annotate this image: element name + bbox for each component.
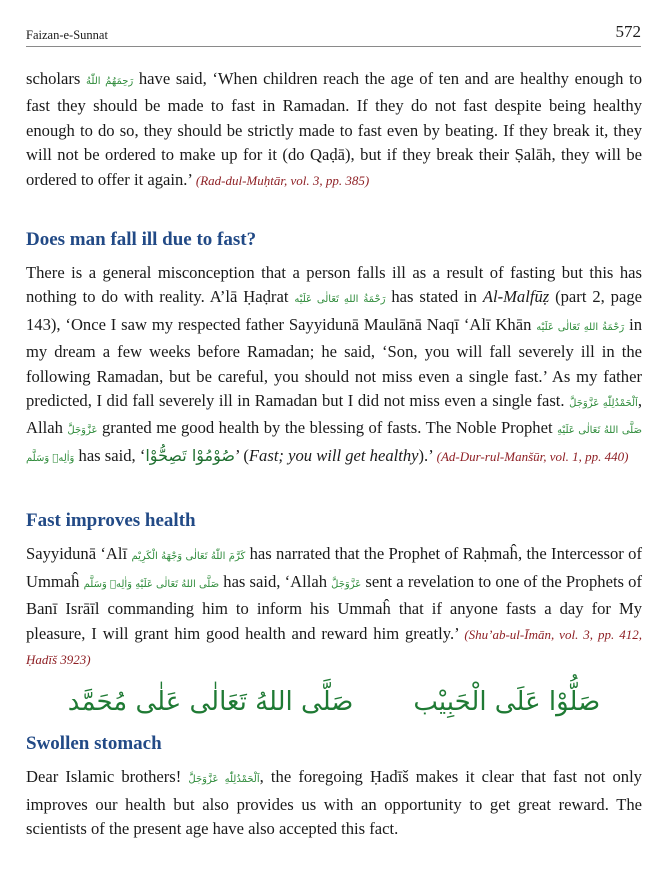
text-run: Sayyidunā ‘Alī xyxy=(26,544,132,564)
intro-paragraph xyxy=(26,67,642,193)
durood-part-2: صَلَّى اللهُ تَعَالٰى عَلٰى مُحَمَّد xyxy=(67,687,354,718)
section-paragraph xyxy=(26,765,642,841)
book-title-italic: Al-Malfūẓ xyxy=(482,287,550,307)
text-run: granted me good health by the blessing of fasts. The Noble Prophet xyxy=(97,418,558,438)
text-run: , the foregoing Ḥadīš makes it clear that fast not only improves our health but also provides us with an opportunity to get great reward. The scientists of the present age have also accepted this fact. xyxy=(26,767,642,839)
reference-citation: (Rad-dul-Muḥtār, vol. 3, pp. 385) xyxy=(195,172,370,188)
text-run: ).’ xyxy=(418,445,437,465)
section-heading: Does man fall ill due to fast? xyxy=(26,229,257,251)
section-heading: Swollen stomach xyxy=(26,733,162,755)
text-run: Dear Islamic brothers! xyxy=(26,767,189,787)
section-heading: Fast improves health xyxy=(26,510,196,532)
honorific-arabic: رَحْمَةُ اللهِ تَعَالٰی عَلَيْه xyxy=(536,321,625,333)
text-run: in my dream a few weeks before Ramadan; he said, ‘Son, you will fall severely ill in the following Ramadan, but be careful, you should not miss even a single fast.’ As my father predicted, I did fall severely ill in Ramadan but I did not miss even a single fast. xyxy=(26,314,642,411)
text-run: has said, ‘ xyxy=(74,445,146,465)
honorific-arabic: صَلَّى اللهُ تَعَالٰی عَلَيْهِ وَاٰلِهٖ وَسَلَّم xyxy=(83,578,220,590)
section-paragraph xyxy=(26,542,642,672)
book-title: Faizan-e-Sunnat xyxy=(26,28,108,42)
text-run: has stated in xyxy=(385,287,483,307)
page-header xyxy=(26,22,641,47)
durood-part-1: صَلُّوْا عَلَى الْحَبِيْب xyxy=(413,687,601,718)
honorific-arabic: رَحْمَةُ اللهِ تَعَالٰی عَلَيْه xyxy=(294,294,386,306)
text-run: has said, ‘Allah xyxy=(219,571,332,591)
honorific-arabic: عَزَّوَجَلَّ xyxy=(67,425,98,437)
honorific-arabic: رَحِمَهُمُ اللّٰهُ xyxy=(86,76,134,87)
reference-citation: (Ad-Dur-rul-Manšūr, vol. 1, pp. 440) xyxy=(436,448,629,464)
reference-citation: (Shu’ab-ul-Īmān, vol. 3, pp. 412, Ḥadīš 3923) xyxy=(26,626,642,667)
page-content xyxy=(26,67,642,842)
text-run: (part 2, page 143), ‘Once I saw my respected father Sayyidunā Maulānā Naqī ‘Alī Khān xyxy=(26,287,642,334)
text-run: There is a general misconception that a person falls ill as a result of fasting but this has nothing to do with reality. A’lā Ḥaḍrat xyxy=(26,263,642,307)
page-number: 572 xyxy=(615,22,641,41)
text-run: sent a revelation to one of the Prophets of Banī Isrāīl commanding him to inform his Ummaĥ that if anyone fasts a day for My pleasure, I will grant him good health and reward him greatly.’ xyxy=(26,571,642,643)
durood-line xyxy=(26,672,642,732)
text-run: have said, ‘When children reach the age of ten and are healthy enough to fast they should be made to fast in Ramadan. If they do not fast despite being healthy enough to do so, they should be strictly made to fast even by beating. If they break it, they will not be ordered to make up for it (do Qaḍā), but if they break their Ṣalāh, they will be ordered to offer it again.’ xyxy=(26,69,643,189)
honorific-arabic: صَلَّى اللهُ تَعَالٰی عَلَيْهِ وَاٰلِهٖ وَسَلَّم xyxy=(26,425,642,464)
honorific-arabic: عَزَّوَجَلَّ xyxy=(331,578,362,590)
honorific-arabic: كَرَّمَ اللّٰهُ تَعَالٰی وَجْهَهُ الْكَرِيْم xyxy=(131,551,246,563)
text-run: , Allah xyxy=(26,391,642,438)
honorific-arabic: اَلْحَمْدُلِلّٰهِ عَزَّوَجَلَّ xyxy=(569,398,638,410)
honorific-arabic: اَلْحَمْدُلِلّٰهِ عَزَّوَجَلَّ xyxy=(188,774,260,786)
section-paragraph xyxy=(26,261,642,471)
text-run: ’ ( xyxy=(234,445,249,465)
translation-italic: Fast; you will get healthy xyxy=(248,445,419,465)
text-run: has narrated that the Prophet of Raḥmaĥ, the Intercessor of Ummaĥ xyxy=(26,544,642,591)
text-run: scholars xyxy=(26,69,87,88)
arabic-quote: صُوْمُوْا تَصِحُّوْا xyxy=(145,445,235,465)
